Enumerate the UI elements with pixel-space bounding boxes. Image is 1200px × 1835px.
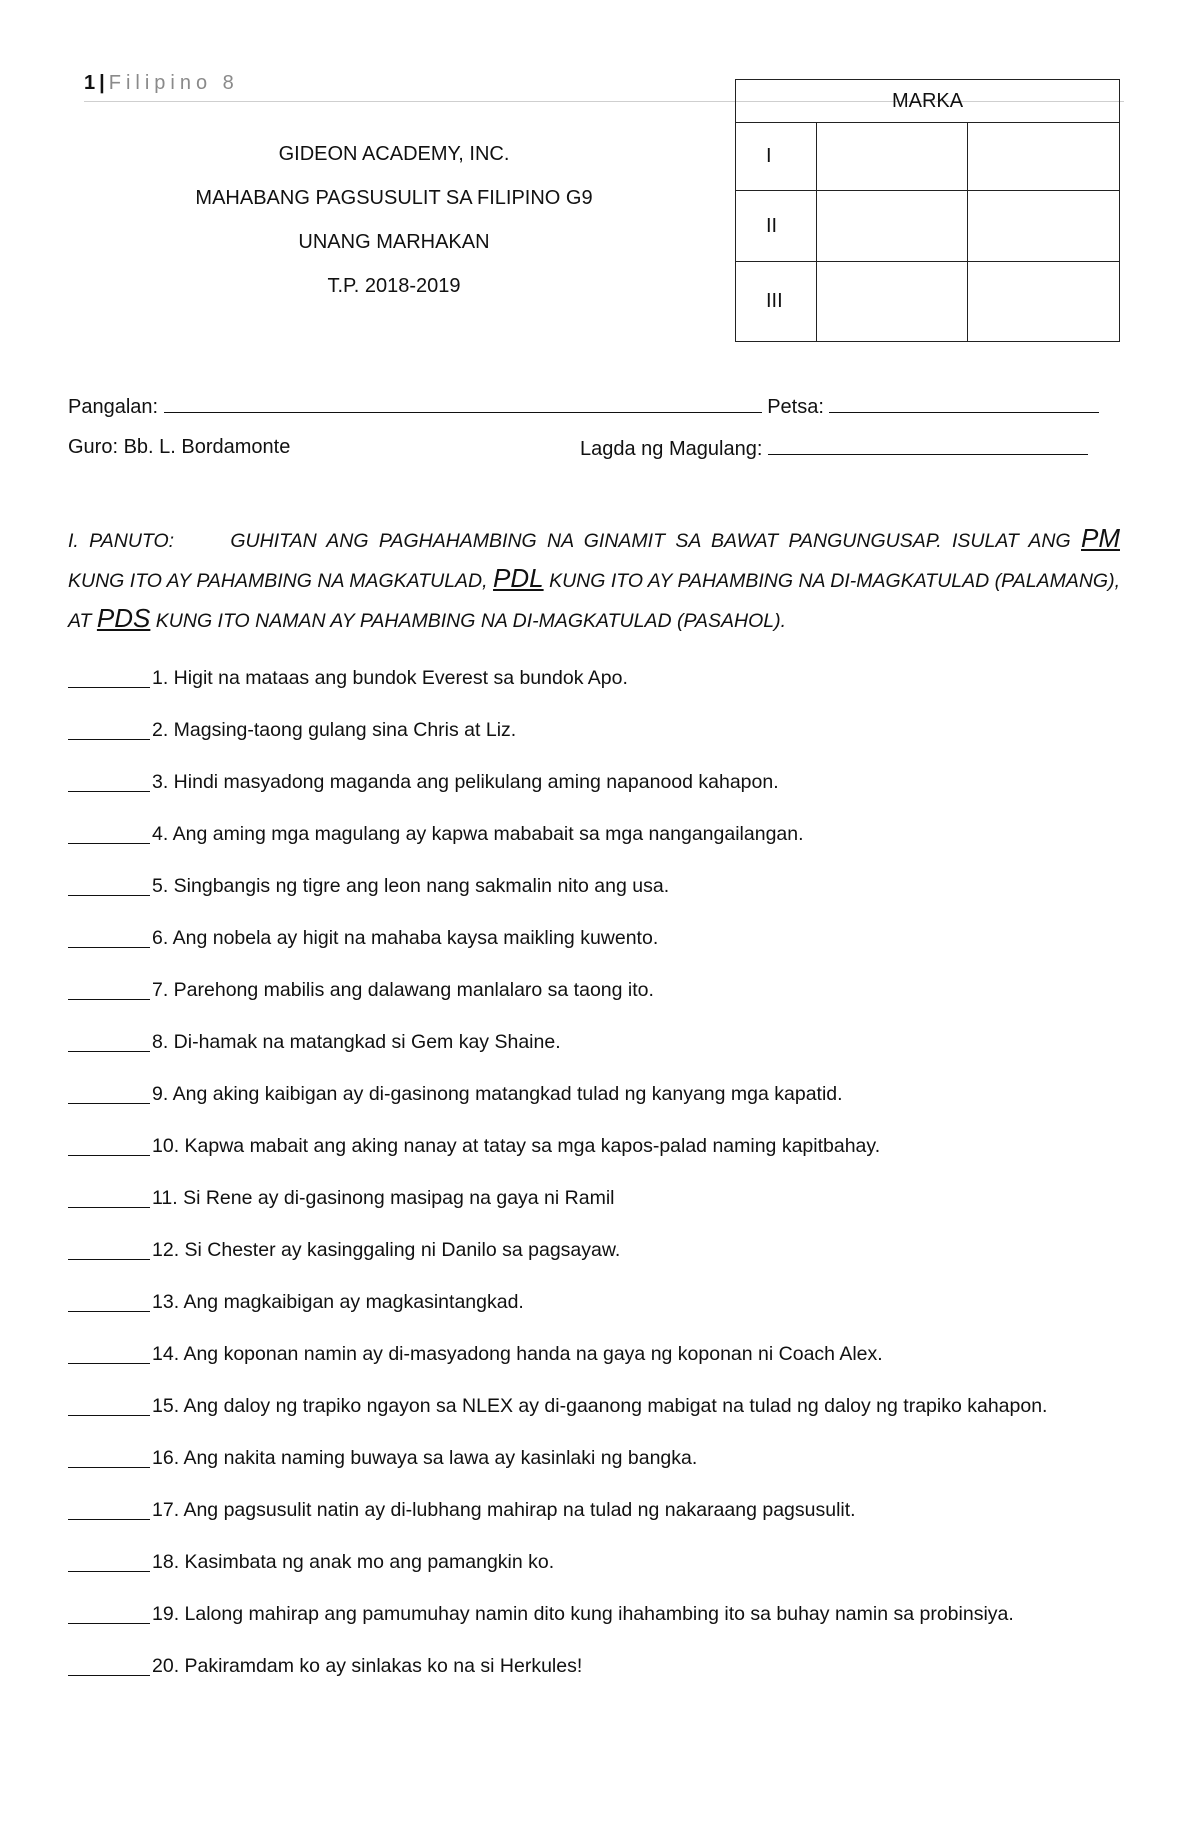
score-cell[interactable] (817, 191, 968, 261)
exam-title: MAHABANG PAGSUSULIT SA FILIPINO G9 (195, 187, 593, 209)
list-item (68, 1031, 1168, 1083)
list-item (68, 1655, 1168, 1707)
question-text: 9. Ang aking kaibigan ay di-gasinong matangkad tulad ng kanyang mga kapatid. (152, 1083, 843, 1105)
answer-blank[interactable] (68, 1187, 150, 1208)
question-text: 12. Si Chester ay kasinggaling ni Danilo sa pagsayaw. (152, 1239, 621, 1261)
instructions-text: GUHITAN ANG PAGHAHAMBING NA GINAMIT SA BAWAT PANGUNGUSAP. ISULAT ANG (230, 530, 1071, 552)
subject-label: Filipino 8 (108, 72, 239, 94)
code-pds: PDS (96, 603, 151, 633)
question-text: 11. Si Rene ay di-gasinong masipag na gaya ni Ramil (152, 1187, 615, 1209)
answer-blank[interactable] (68, 979, 150, 1000)
answer-blank[interactable] (68, 1447, 150, 1468)
question-text: 3. Hindi masyadong maganda ang pelikulang aming napanood kahapon. (152, 771, 779, 793)
score-cell[interactable] (968, 123, 1120, 191)
list-item (68, 875, 1168, 927)
answer-blank[interactable] (68, 1395, 150, 1416)
list-item (68, 927, 1168, 979)
header-separator: | (99, 72, 105, 94)
school-year: T.P. 2018-2019 (327, 275, 461, 297)
question-text: 18. Kasimbata ng anak mo ang pamangkin ko. (152, 1551, 555, 1573)
question-text: 6. Ang nobela ay higit na mahaba kaysa maikling kuwento. (152, 927, 659, 949)
question-text: 15. Ang daloy ng trapiko ngayon sa NLEX ay di-gaanong mabigat na tulad ng daloy ng trapiko kahapon. (152, 1395, 1048, 1417)
list-item (68, 1343, 1168, 1395)
date-field[interactable] (829, 394, 1099, 413)
instructions-text: KUNG ITO AY PAHAMBING NA DI-MAGKATULAD (PALAMANG), AT (68, 570, 1120, 632)
parent-sign-label: Lagda ng Magulang: (580, 438, 763, 460)
answer-blank[interactable] (68, 1031, 150, 1052)
answer-blank[interactable] (68, 1551, 150, 1572)
page-header (84, 72, 239, 95)
teacher-label: Guro: Bb. L. Bordamonte (68, 436, 291, 458)
instructions-text: KUNG ITO AY PAHAMBING NA MAGKATULAD, (68, 570, 488, 592)
list-item (68, 1447, 1168, 1499)
answer-blank[interactable] (68, 1083, 150, 1104)
answer-blank[interactable] (68, 1291, 150, 1312)
answer-blank[interactable] (68, 719, 150, 740)
list-item (68, 1135, 1168, 1187)
score-cell[interactable] (817, 261, 968, 341)
answer-blank[interactable] (68, 1239, 150, 1260)
answer-blank[interactable] (68, 1603, 150, 1624)
code-pdl: PDL (493, 563, 544, 593)
answer-blank[interactable] (68, 1499, 150, 1520)
list-item (68, 823, 1168, 875)
page-number: 1 (84, 72, 96, 94)
name-label: Pangalan: (68, 396, 159, 418)
list-item (68, 1187, 1168, 1239)
question-text: 2. Magsing-taong gulang sina Chris at Liz. (152, 719, 517, 741)
list-item (68, 1603, 1168, 1655)
score-cell[interactable] (968, 191, 1120, 261)
answer-blank[interactable] (68, 927, 150, 948)
list-item (68, 1239, 1168, 1291)
list-item (68, 1291, 1168, 1343)
question-text: 1. Higit na mataas ang bundok Everest sa bundok Apo. (152, 667, 628, 689)
question-text: 8. Di-hamak na matangkad si Gem kay Shaine. (152, 1031, 561, 1053)
answer-blank[interactable] (68, 1655, 150, 1676)
score-row-label: II (736, 191, 817, 261)
parent-sign-field[interactable] (768, 436, 1088, 455)
quarter-label: UNANG MARHAKAN (298, 231, 490, 253)
score-row-label: III (736, 261, 817, 341)
question-text: 10. Kapwa mabait ang aking nanay at tatay sa mga kapos-palad naming kapitbahay. (152, 1135, 881, 1157)
instructions-text: KUNG ITO NAMAN AY PAHAMBING NA DI-MAGKATULAD (PASAHOL). (155, 610, 787, 632)
teacher-row (68, 436, 290, 459)
instructions (68, 520, 1120, 640)
name-field[interactable] (164, 394, 762, 413)
question-text: 13. Ang magkaibigan ay magkasintangkad. (152, 1291, 524, 1313)
answer-blank[interactable] (68, 667, 150, 688)
answer-blank[interactable] (68, 823, 150, 844)
code-pm: PM (1081, 523, 1120, 553)
list-item (68, 719, 1168, 771)
score-cell[interactable] (968, 261, 1120, 341)
answer-blank[interactable] (68, 1135, 150, 1156)
list-item (68, 1083, 1168, 1135)
score-cell[interactable] (817, 123, 968, 191)
question-list (68, 667, 1168, 1707)
question-text: 17. Ang pagsusulit natin ay di-lubhang mahirap na tulad ng nakaraang pagsusulit. (152, 1499, 856, 1521)
question-text: 16. Ang nakita naming buwaya sa lawa ay kasinlaki ng bangka. (152, 1447, 698, 1469)
question-text: 4. Ang aming mga magulang ay kapwa mababait sa mga nangangailangan. (152, 823, 804, 845)
list-item (68, 1551, 1168, 1603)
answer-blank[interactable] (68, 1343, 150, 1364)
school-name: GIDEON ACADEMY, INC. (278, 143, 510, 165)
question-text: 20. Pakiramdam ko ay sinlakas ko na si Herkules! (152, 1655, 583, 1677)
school-heading (84, 132, 704, 308)
list-item (68, 1395, 1168, 1447)
score-table-header: MARKA (736, 80, 1120, 123)
score-table (735, 79, 1120, 342)
question-text: 19. Lalong mahirap ang pamumuhay namin dito kung ihahambing ito sa buhay namin sa probinsiya. (152, 1603, 1014, 1625)
list-item (68, 771, 1168, 823)
question-text: 7. Parehong mabilis ang dalawang manlalaro sa taong ito. (152, 979, 654, 1001)
list-item (68, 667, 1168, 719)
answer-blank[interactable] (68, 875, 150, 896)
instructions-label: I. PANUTO: (68, 530, 175, 552)
parent-sign-row (580, 436, 1088, 461)
question-text: 5. Singbangis ng tigre ang leon nang sakmalin nito ang usa. (152, 875, 670, 897)
answer-blank[interactable] (68, 771, 150, 792)
list-item (68, 979, 1168, 1031)
date-label: Petsa: (767, 396, 824, 418)
list-item (68, 1499, 1168, 1551)
question-text: 14. Ang koponan namin ay di-masyadong handa na gaya ng koponan ni Coach Alex. (152, 1343, 883, 1365)
name-date-row (68, 394, 1099, 419)
score-row-label: I (736, 123, 817, 191)
